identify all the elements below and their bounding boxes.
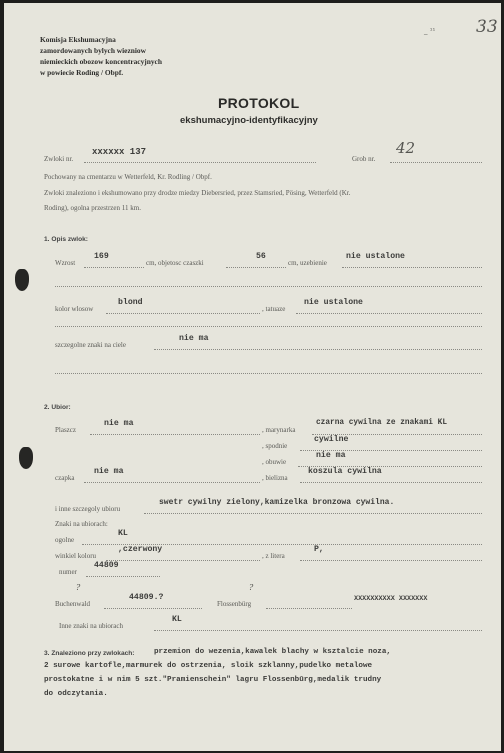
protocol-subtitle: ekshumacyjno-identyfikacyjny <box>180 115 318 126</box>
litera-value: P, <box>314 545 324 554</box>
punch-hole-bottom <box>19 447 33 469</box>
bielizna-value: koszula cywilna <box>308 467 382 476</box>
protocol-page <box>4 3 501 751</box>
zwloki-label: Zwloki nr. <box>44 155 74 163</box>
pochowany-text: Pochowany na cmentarzu w Wetterfeld, Kr. Rodling / Obpf. <box>44 173 212 181</box>
znaleziono-line-1: Zwloki znaleziono i ekshumowano przy drodze miedzy Diebersried, przez Stamsried, Pösing, Wetterfeld (Kr. <box>44 189 351 197</box>
marynarka-label: , marynarka <box>262 426 296 434</box>
wzrost-label: Wzrost <box>55 259 76 267</box>
corner-mark: _ ¹¹ <box>424 27 436 35</box>
ogolne-value: KL <box>118 529 128 538</box>
tatuaze-label: , tatuaze <box>262 305 286 313</box>
znaleziono-line-2: Roding), ogolna przestrzen 11 km. <box>44 204 141 212</box>
protocol-title: PROTOKOL <box>218 95 300 111</box>
wzrost-value: 169 <box>94 252 109 261</box>
numer-value: 44809 <box>94 561 119 570</box>
cm-uzebienie-label: cm, uzebienie <box>288 259 327 267</box>
przedmioty-line-3: prostokatne i w nim 5 szt."Pramienschein" lagru Flossenbūrg,medalik trudny <box>44 676 382 684</box>
obuwie-value: nie ma <box>316 451 346 460</box>
org-line-2: zamordowanych bylych wiezniow <box>40 46 146 55</box>
org-line-1: Komisja Ekshumacyjna <box>40 35 116 44</box>
przedmioty-line-4: do odczytania. <box>44 690 108 698</box>
winkiel-label: winkiel koloru <box>55 552 97 560</box>
section-przedmioty-heading: 3. Znaleziono przy zwlokach: <box>44 650 135 657</box>
kolor-label: kolor wlosow <box>55 305 94 313</box>
znaki-cialo-value: nie ma <box>179 334 209 343</box>
spodnie-label: , spodnie <box>262 442 288 450</box>
zwloki-value: xxxxxx 137 <box>92 147 147 157</box>
czaszka-value: 56 <box>256 252 266 261</box>
inne-znaki-label: Inne znaki na ubiorach <box>59 622 123 630</box>
flossenburg-qmark: ? <box>249 583 254 592</box>
buchenwald-label: Buchenwald <box>55 600 90 608</box>
uzebienie-value: nie ustalone <box>346 252 405 261</box>
czapka-value: nie ma <box>94 467 124 476</box>
inne-szczegoly-label: i inne szczegoly ubioru <box>55 505 121 513</box>
org-line-3: niemieckich obozow koncentracyjnych <box>40 57 162 66</box>
znaki-cialo-label: szczegolne znaki na ciele <box>55 341 126 349</box>
page-number: 33 <box>476 17 498 37</box>
grob-value: 42 <box>396 139 416 157</box>
section-opis-heading: 1. Opis zwlok: <box>44 236 88 243</box>
kolor-value: blond <box>118 298 143 307</box>
dachau-value: XXXXXXXXXX XXXXXXX <box>354 595 428 603</box>
punch-hole-top <box>15 269 29 291</box>
inne-szczegoly-value: swetr cywilny zielony,kamizelka bronzowa cywilna. <box>159 498 395 507</box>
flossenburg-label: Flossenbürg <box>217 600 252 608</box>
plaszcz-value: nie ma <box>104 419 134 428</box>
czapka-label: czapka <box>55 474 75 482</box>
ogolne-label: ogolne <box>55 536 75 544</box>
przedmioty-line-1: przemion do wezenia,kawalek blachy w ksztalcie noza, <box>154 648 391 656</box>
bielizna-label: , bielizna <box>262 474 288 482</box>
spodnie-value: cywilne <box>314 435 349 444</box>
buchenwald-qmark: ? <box>76 583 81 592</box>
winkiel-value: ,czerwony <box>118 545 163 554</box>
buchenwald-value: 44809.? <box>129 593 164 602</box>
przedmioty-line-2: 2 surowe kartofle,marmurek do ostrzenia, sloik szklanny,pudelko metalowe <box>44 662 373 670</box>
section-ubior-heading: 2. Ubior: <box>44 404 71 411</box>
inne-znaki-value: KL <box>172 615 182 624</box>
cm-objetosc-label: cm, objetosc czaszki <box>146 259 204 267</box>
org-line-4: w powiecie Roding / Obpf. <box>40 68 124 77</box>
marynarka-value: czarna cywilna ze znakami KL <box>316 419 448 427</box>
tatuaze-value: nie ustalone <box>304 298 363 307</box>
numer-label: numer <box>59 568 77 576</box>
obuwie-label: , obuwie <box>262 458 287 466</box>
znaki-ubiory-label: Znaki na ubiorach: <box>55 520 108 528</box>
plaszcz-label: Plaszcz <box>55 426 76 434</box>
grob-label: Grob nr. <box>352 155 376 163</box>
litera-label: , z litera <box>262 552 285 560</box>
